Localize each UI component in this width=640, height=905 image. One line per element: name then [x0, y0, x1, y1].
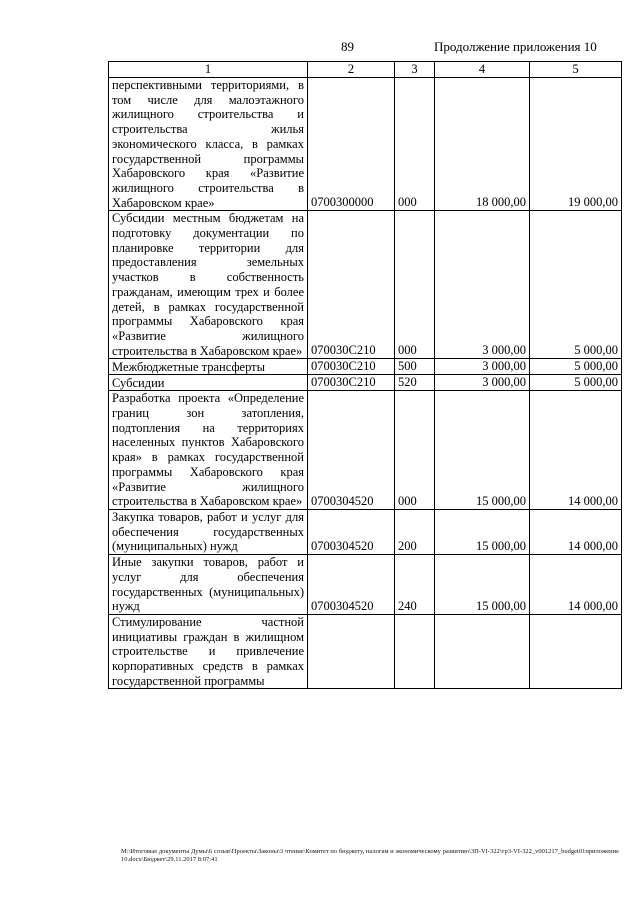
row-description: Межбюджетные трансферты — [109, 359, 308, 375]
row-expense-type: 500 — [395, 359, 435, 375]
row-sum-1: 15 000,00 — [435, 509, 530, 554]
row-sum-1: 18 000,00 — [435, 78, 530, 211]
row-description: Иные закупки товаров, работ и услуг для обеспечения государственных (муниципальных) нужд — [109, 555, 308, 615]
document-file-path-footer: M:\Итоговые документы Думы\6 созыв\Проекты\Законы\3 чтение\Комитет по бюджету, налогам и экономическому развитию\ЗП-VI-322\тр3-VI-322_v001217_budget01приложение 10.docx\Бюджет\29.11.2017 8:07:41 — [121, 848, 619, 863]
row-expense-type: 000 — [395, 211, 435, 359]
row-sum-2 — [530, 614, 622, 689]
row-sum-2: 14 000,00 — [530, 555, 622, 615]
column-header-expense-type: 3 — [395, 62, 435, 78]
row-expense-type: 000 — [395, 391, 435, 510]
row-description: Закупка товаров, работ и услуг для обеспечения государственных (муниципальных) нужд — [109, 509, 308, 554]
budget-table — [108, 61, 622, 689]
row-target-code: 070030С210 — [308, 211, 395, 359]
column-header-sum-1: 4 — [435, 62, 530, 78]
row-sum-1: 15 000,00 — [435, 555, 530, 615]
row-sum-2: 14 000,00 — [530, 509, 622, 554]
column-header-name: 1 — [109, 62, 308, 78]
row-expense-type: 000 — [395, 78, 435, 211]
row-expense-type: 520 — [395, 375, 435, 391]
row-target-code: 0700300000 — [308, 78, 395, 211]
table-row — [109, 509, 622, 554]
row-description: перспективными территориями, в том числе для малоэтажного жилищного строительства и строительства жилья экономического класса, в рамках государственной программы Хабаровского края «Развитие жилищного строительства в Хабаровском крае» — [109, 78, 308, 211]
table-row — [109, 359, 622, 375]
row-description: Субсидии — [109, 375, 308, 391]
row-sum-1: 3 000,00 — [435, 359, 530, 375]
row-sum-1: 3 000,00 — [435, 211, 530, 359]
row-sum-1: 3 000,00 — [435, 375, 530, 391]
row-target-code: 0700304520 — [308, 391, 395, 510]
row-sum-1: 15 000,00 — [435, 391, 530, 510]
row-target-code — [308, 614, 395, 689]
row-sum-2: 5 000,00 — [530, 359, 622, 375]
row-sum-1 — [435, 614, 530, 689]
row-sum-2: 14 000,00 — [530, 391, 622, 510]
table-row — [109, 78, 622, 211]
row-description: Стимулирование частной инициативы граждан в жилищном строительстве и привлечение корпоративных средств в рамках государственной программы — [109, 614, 308, 689]
table-row — [109, 391, 622, 510]
row-target-code: 070030С210 — [308, 375, 395, 391]
table-row — [109, 555, 622, 615]
row-target-code: 0700304520 — [308, 555, 395, 615]
row-expense-type: 240 — [395, 555, 435, 615]
column-header-sum-2: 5 — [530, 62, 622, 78]
table-header-row — [109, 62, 622, 78]
row-sum-2: 5 000,00 — [530, 375, 622, 391]
page-number: 89 — [341, 39, 354, 54]
table-row — [109, 614, 622, 689]
row-description: Разработка проекта «Определение границ зон затопления, подтопления на территориях населенных пунктов Хабаровского края» в рамках государственной программы Хабаровского края «Развитие жилищного строительства в Хабаровском крае» — [109, 391, 308, 510]
row-expense-type: 200 — [395, 509, 435, 554]
row-target-code: 070030С210 — [308, 359, 395, 375]
row-description: Субсидии местным бюджетам на подготовку документации по планировке территории для предоставления земельных участков в собственность гражданам, имеющим трех и более детей, в рамках государственной программы Хабаровского края «Развитие жилищного строительства в Хабаровском крае» — [109, 211, 308, 359]
table-row — [109, 375, 622, 391]
appendix-continuation-label: Продолжение приложения 10 — [434, 39, 597, 54]
row-expense-type — [395, 614, 435, 689]
table-row — [109, 211, 622, 359]
column-header-code: 2 — [308, 62, 395, 78]
row-target-code: 0700304520 — [308, 509, 395, 554]
row-sum-2: 19 000,00 — [530, 78, 622, 211]
row-sum-2: 5 000,00 — [530, 211, 622, 359]
